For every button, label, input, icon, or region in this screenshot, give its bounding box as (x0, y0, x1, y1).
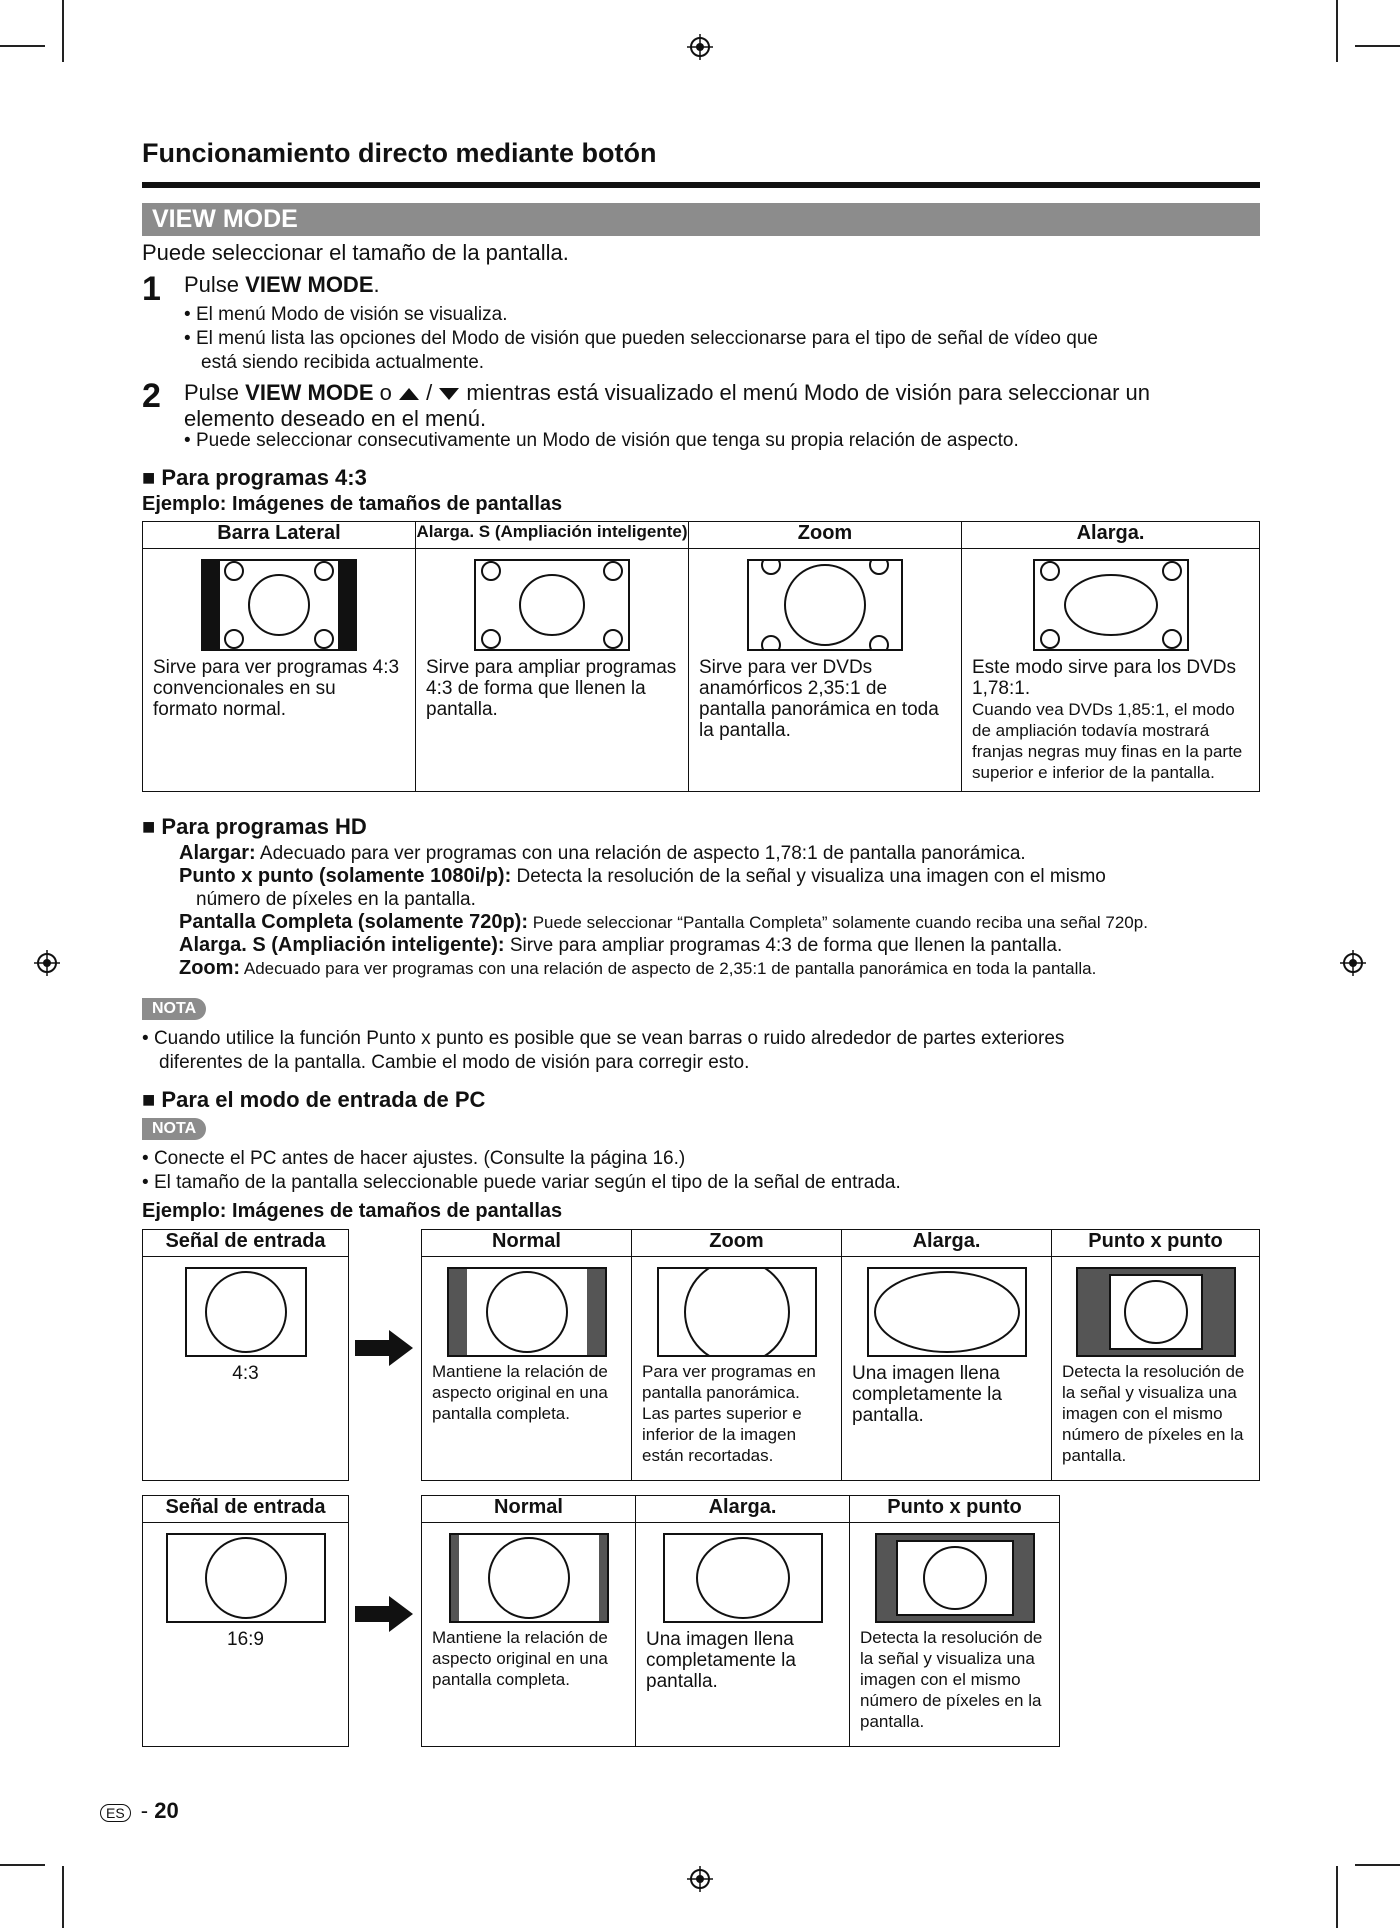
cell-description: Sirve para ampliar programas 4:3 de forma que llenen la pantalla. (426, 657, 677, 720)
hd-item-cont: número de píxeles en la pantalla. (196, 889, 476, 910)
hd-item (179, 934, 1269, 957)
nota-badge (142, 1118, 206, 1140)
hd-item-label: Zoom: (179, 957, 241, 979)
nota-label: NOTA (142, 998, 206, 1020)
bullet-item: • Cuando utilice la función Punto x punto es posible que se vean barras o ruido alrededor de partes exteriores (142, 1028, 1064, 1050)
column-header: Barra Lateral (143, 522, 416, 549)
hd-item (179, 865, 1269, 888)
step-text: Pulse (184, 272, 246, 297)
subsection-heading: ■ Para el modo de entrada de PC (142, 1087, 485, 1113)
table-cell (422, 1523, 636, 1747)
hd-item-text: Puede seleccionar “Pantalla Completa” solamente cuando reciba una señal 720p. (527, 913, 1148, 932)
crop-mark (62, 1866, 64, 1928)
step-number: 1 (142, 270, 161, 308)
table-cell (842, 1257, 1052, 1481)
cell-description: Detecta la resolución de la señal y visualiza una imagen con el mismo número de píxeles en la pantalla. (860, 1628, 1043, 1731)
pc-mode-table-43 (421, 1229, 1260, 1481)
crop-mark (1355, 45, 1400, 47)
input-signal-table (142, 1229, 349, 1481)
table-cell (416, 549, 689, 792)
crop-mark (1336, 0, 1338, 62)
cell-description: Sirve para ver programas 4:3 convencionales en su formato normal. (153, 657, 400, 720)
cell-description: Sirve para ver DVDs anamórficos 2,35:1 de pantalla panorámica en toda la pantalla. (699, 657, 939, 741)
table-cell (689, 549, 962, 792)
column-header: Punto x punto (1052, 1230, 1260, 1257)
step-text: / (419, 380, 439, 405)
subsection-heading: ■ Para programas 4:3 (142, 465, 367, 491)
column-header: Zoom (689, 522, 962, 549)
crop-mark (1355, 1864, 1400, 1866)
nota-badge (142, 998, 206, 1020)
input-43-screen-icon (185, 1267, 307, 1357)
bullet-item: • El menú Modo de visión se visualiza. (184, 304, 507, 326)
cell-description: Mantiene la relación de aspecto original en una pantalla completa. (432, 1628, 608, 1689)
table-cell (962, 549, 1260, 792)
column-header: Zoom (632, 1230, 842, 1257)
bullet-continuation: está siendo recibida actualmente. (201, 352, 485, 373)
normal-screen-icon (447, 1267, 607, 1357)
crop-mark (0, 1864, 45, 1866)
subsection-heading: ■ Para programas HD (142, 814, 367, 840)
language-badge: ES (100, 1804, 131, 1822)
bullet-item: • Puede seleccionar consecutivamente un Modo de visión que tenga su propia relación de aspecto. (184, 430, 1019, 452)
table-cell (143, 1257, 349, 1481)
down-triangle-icon (438, 387, 460, 401)
registration-mark-icon (1340, 950, 1366, 976)
input-label: 4:3 (232, 1363, 259, 1384)
table-cell (143, 1523, 349, 1747)
step-text: mientras está visualizado el menú Modo de visión para seleccionar un (460, 380, 1151, 405)
hd-list (179, 842, 1269, 980)
hd-item-text: Adecuado para ver programas con una relación de aspecto de 2,35:1 de pantalla panorámica en toda la pantalla. (240, 959, 1097, 978)
hd-item-text: Adecuado para ver programas con una relación de aspecto 1,78:1 de pantalla panorámica. (255, 843, 1026, 864)
nota-label: NOTA (142, 1118, 206, 1140)
registration-mark-icon (34, 950, 60, 976)
crop-mark (0, 45, 45, 47)
example-label: Ejemplo: Imágenes de tamaños de pantallas (142, 1200, 563, 1222)
table-cell (632, 1257, 842, 1481)
dot-by-dot-screen-icon (875, 1533, 1035, 1623)
hd-item (179, 911, 1269, 934)
example-label: Ejemplo: Imágenes de tamaños de pantallas (142, 493, 563, 515)
column-header: Alarga. (636, 1496, 850, 1523)
view-mode-key: VIEW MODE (245, 380, 374, 405)
hd-item (179, 842, 1269, 865)
page-sep: - (134, 1798, 155, 1823)
bullet-item: • Conecte el PC antes de hacer ajustes. (Consulte la página 16.) (142, 1148, 685, 1170)
step-text: o (373, 380, 398, 405)
dot-by-dot-screen-icon (1076, 1267, 1236, 1357)
hd-item-label: Punto x punto (solamente 1080i/p): (179, 865, 512, 887)
page-number-value: 20 (154, 1798, 179, 1823)
stretch-screen-icon (663, 1533, 823, 1623)
hd-item-text: Sirve para ampliar programas 4:3 de forma que llenen la pantalla. (504, 935, 1063, 956)
zoom-screen-icon (657, 1267, 817, 1357)
step-instruction (184, 272, 380, 298)
table-cell (143, 549, 416, 792)
step-number: 2 (142, 377, 161, 415)
cell-description: Una imagen llena completamente la pantalla. (852, 1363, 1002, 1426)
zoom-screen-icon (747, 559, 903, 651)
cell-description: Este modo sirve para los DVDs 1,78:1. (972, 657, 1236, 699)
column-header: Alarga. (962, 522, 1260, 549)
step-text: Pulse (184, 380, 246, 405)
table-cell (1052, 1257, 1260, 1481)
bullet-item: • El tamaño de la pantalla seleccionable puede variar según el tipo de la señal de entrada. (142, 1172, 901, 1194)
cell-description: Detecta la resolución de la señal y visualiza una imagen con el mismo número de píxeles en la pantalla. (1062, 1362, 1245, 1465)
input-signal-table (142, 1495, 349, 1747)
section-title: VIEW MODE (142, 203, 1260, 236)
normal-screen-icon (449, 1533, 609, 1623)
crop-mark (1336, 1866, 1338, 1928)
column-header: Alarga. S (Ampliación inteligente) (416, 522, 689, 549)
step-instruction-cont: elemento deseado en el menú. (184, 406, 487, 431)
stretch-screen-icon (1033, 559, 1189, 651)
hd-item-label: Alarga. S (Ampliación inteligente): (179, 934, 505, 956)
step-instruction (184, 380, 1150, 406)
column-header: Punto x punto (850, 1496, 1060, 1523)
registration-mark-icon (687, 34, 713, 60)
cell-note: Cuando vea DVDs 1,85:1, el modo de ampliación todavía mostrará franjas negras muy finas en la parte superior e inferior de la pantalla. (972, 700, 1243, 782)
cell-description: Mantiene la relación de aspecto original en una pantalla completa. (432, 1362, 608, 1423)
column-header: Normal (422, 1496, 636, 1523)
input-label: 16:9 (227, 1629, 264, 1650)
right-arrow-icon (355, 1328, 415, 1368)
column-header: Señal de entrada (143, 1496, 349, 1523)
table-cell (636, 1523, 850, 1747)
input-169-screen-icon (166, 1533, 326, 1623)
hd-item-text: Detecta la resolución de la señal y visualiza una imagen con el mismo (511, 866, 1106, 887)
pc-mode-table-169 (421, 1495, 1060, 1747)
title-rule (142, 182, 1260, 188)
sidebar-screen-icon (201, 559, 357, 651)
step-text: . (373, 272, 380, 297)
section-intro: Puede seleccionar el tamaño de la pantalla. (142, 240, 569, 265)
column-header: Normal (422, 1230, 632, 1257)
column-header: Alarga. (842, 1230, 1052, 1257)
table-cell (850, 1523, 1060, 1747)
bullet-item: • El menú lista las opciones del Modo de visión que pueden seleccionarse para el tipo de señal de vídeo que (184, 328, 1098, 350)
crop-mark (62, 0, 64, 62)
hd-item (179, 957, 1269, 980)
view-mode-key: VIEW MODE (245, 272, 374, 297)
cell-description: Una imagen llena completamente la pantalla. (646, 1629, 796, 1692)
view-mode-table-43 (142, 521, 1260, 792)
table-cell (422, 1257, 632, 1481)
column-header: Señal de entrada (143, 1230, 349, 1257)
right-arrow-icon (355, 1594, 415, 1634)
up-triangle-icon (398, 387, 420, 401)
smart-stretch-screen-icon (474, 559, 630, 651)
cell-description: Para ver programas en pantalla panorámica. Las partes superior e inferior de la imagen están recortadas. (642, 1362, 816, 1465)
hd-item-label: Pantalla Completa (solamente 720p): (179, 911, 528, 933)
stretch-screen-icon (867, 1267, 1027, 1357)
hd-item-label: Alargar: (179, 842, 256, 864)
registration-mark-icon (687, 1866, 713, 1892)
page-title: Funcionamiento directo mediante botón (142, 138, 657, 168)
page-number (100, 1798, 179, 1824)
bullet-continuation: diferentes de la pantalla. Cambie el modo de visión para corregir esto. (159, 1052, 750, 1073)
